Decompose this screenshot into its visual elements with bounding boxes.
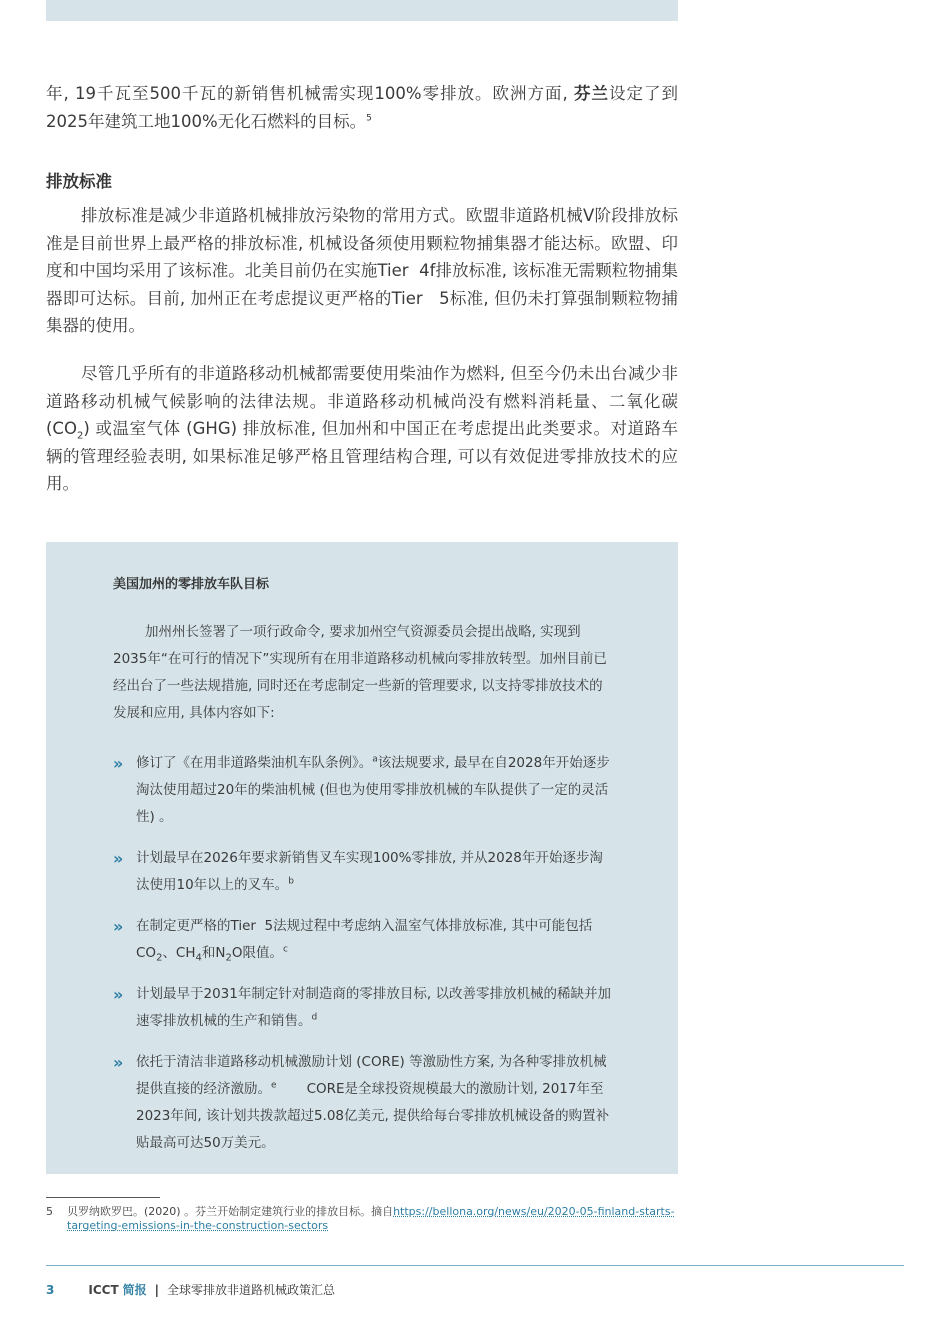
sidebar-bullet-item: [113, 913, 611, 967]
intro-paragraph: [46, 80, 678, 135]
intro-line2: 设定了到2025年建筑工地100%无化石燃料的目标。: [46, 84, 679, 131]
item5-text-a: 依托于清洁非道路移动机械激励计划 (CORE) 等激励性方案, 为各种零排放机械提供直接的经济激励。: [136, 1054, 607, 1097]
note-ref-b[interactable]: b: [288, 876, 294, 887]
item4-text: 计划最早于2031年制定针对制造商的零排放目标, 以改善零排放机械的稀缺并加速零排放机械的生产和销售。: [136, 986, 611, 1029]
intro-line1: 年, 19千瓦至500千瓦的新销售机械需实现100%零排放。欧洲方面,: [46, 84, 575, 103]
sidebar-bullet-item: [113, 845, 611, 899]
item3-text-c: 和N: [201, 945, 226, 961]
item3-text-b: 、CH: [162, 945, 196, 961]
item2-text: 计划最早在2026年要求新销售叉车实现100%零排放, 并从2028年开始逐步淘汰使用10年以上的叉车。: [136, 850, 603, 893]
footnote-text: 贝罗纳欧罗巴。(2020) 。芬兰开始制定建筑行业的排放目标。摘自: [67, 1205, 394, 1218]
para2-text-a: 尽管几乎所有的非道路移动机械都需要使用柴油作为燃料, 但至今仍未出台减少非道路移动机械气候影响的法律法规。非道路移动机械尚没有燃料消耗量、二氧化碳 (CO: [46, 364, 678, 438]
footer-title: 全球零排放非道路机械政策汇总: [167, 1283, 336, 1297]
item1-text: 修订了《在用非道路柴油机车队条例》。: [136, 755, 373, 771]
para2-text-b: ) 或温室气体 (GHG) 排放标准, 但加州和中国正在考虑提出此类要求。对道路车辆的管理经验表明, 如果标准足够严格且管理结构合理, 可以有效促进零排放技术的应用。: [46, 419, 678, 493]
footer-divider: [46, 1265, 904, 1266]
note-ref-e[interactable]: e: [271, 1080, 277, 1091]
bullet-chevron-icon: »: [113, 985, 124, 1004]
n2o-subscript: 2: [225, 952, 232, 964]
footnote-number: 5: [46, 1205, 53, 1218]
continued-sidebar-box: [46, 0, 678, 21]
footer-brief-label: 简报: [122, 1283, 147, 1297]
footnote-ref-5[interactable]: 5: [366, 113, 372, 123]
co2-subscript: 2: [76, 430, 84, 442]
sidebar-bullet-item: [113, 1049, 611, 1157]
bullet-chevron-icon: »: [113, 849, 124, 868]
finland-highlight: 芬兰: [574, 84, 610, 103]
footnote-5: [46, 1205, 686, 1233]
sidebar-bullet-item: [113, 750, 611, 831]
footnote-divider: [46, 1197, 160, 1198]
sidebar-intro: 加州州长签署了一项行政命令, 要求加州空气资源委员会提出战略, 实现到2035年“在可行的情况下”实现所有在用非道路移动机械向零排放转型。加州目前已经出台了一些法规措施, 同时还在考虑制定一些新的管理要求, 以支持零排放技术的发展和应用, 具体内容如下:: [113, 624, 607, 721]
note-ref-a[interactable]: a: [372, 754, 378, 765]
section-heading: 排放标准: [46, 172, 112, 191]
co2-subscript: 2: [156, 952, 163, 964]
item3-text-a: 在制定更严格的Tier 5法规过程中考虑纳入温室气体排放标准, 其中可能包括CO: [136, 918, 593, 961]
note-ref-d[interactable]: d: [311, 1012, 318, 1023]
sidebar-bullet-item: [113, 981, 611, 1035]
climate-regulation-paragraph: [46, 360, 678, 498]
page-number: 3: [46, 1283, 55, 1297]
item5-text-b: CORE是全球投资规模最大的激励计划, 2017年至2023年间, 该计划共拨款超过5.08亿美元, 提供给每台零排放机械设备的购置补贴最高可达50万美元。: [136, 1081, 610, 1151]
footer-org: ICCT: [88, 1283, 119, 1297]
sidebar-title: 美国加州的零排放车队目标: [113, 577, 270, 592]
footnote-link[interactable]: https://bellona.org/news/eu/2020-05-finland-starts-targeting-emissions-in-the-construction-sectors: [67, 1205, 675, 1232]
item3-text-d: O限值。: [231, 945, 284, 961]
bullet-chevron-icon: »: [113, 754, 124, 773]
item1-rest: 该法规要求, 最早在自2028年开始逐步淘汰使用超过20年的柴油机械 (但也为使用零排放机械的车队提供了一定的灵活性) 。: [136, 755, 610, 825]
note-ref-c[interactable]: c: [283, 944, 288, 955]
page-footer: [46, 1281, 335, 1298]
emission-standards-paragraph: 排放标准是减少非道路机械排放污染物的常用方式。欧盟非道路机械V阶段排放标准是目前世界上最严格的排放标准, 机械设备须使用颗粒物捕集器才能达标。欧盟、印度和中国均采用了该标准。北美目前仍在实施Tier 4f排放标准, 该标准无需颗粒物捕集器即可达标。目前, 加州正在考虑提议更严格的Tier 5标准, 但仍未打算强制颗粒物捕集器的使用。: [46, 206, 678, 335]
bullet-chevron-icon: »: [113, 917, 124, 936]
bullet-chevron-icon: »: [113, 1053, 124, 1072]
ch4-subscript: 4: [195, 952, 202, 964]
footer-separator: |: [154, 1283, 160, 1297]
